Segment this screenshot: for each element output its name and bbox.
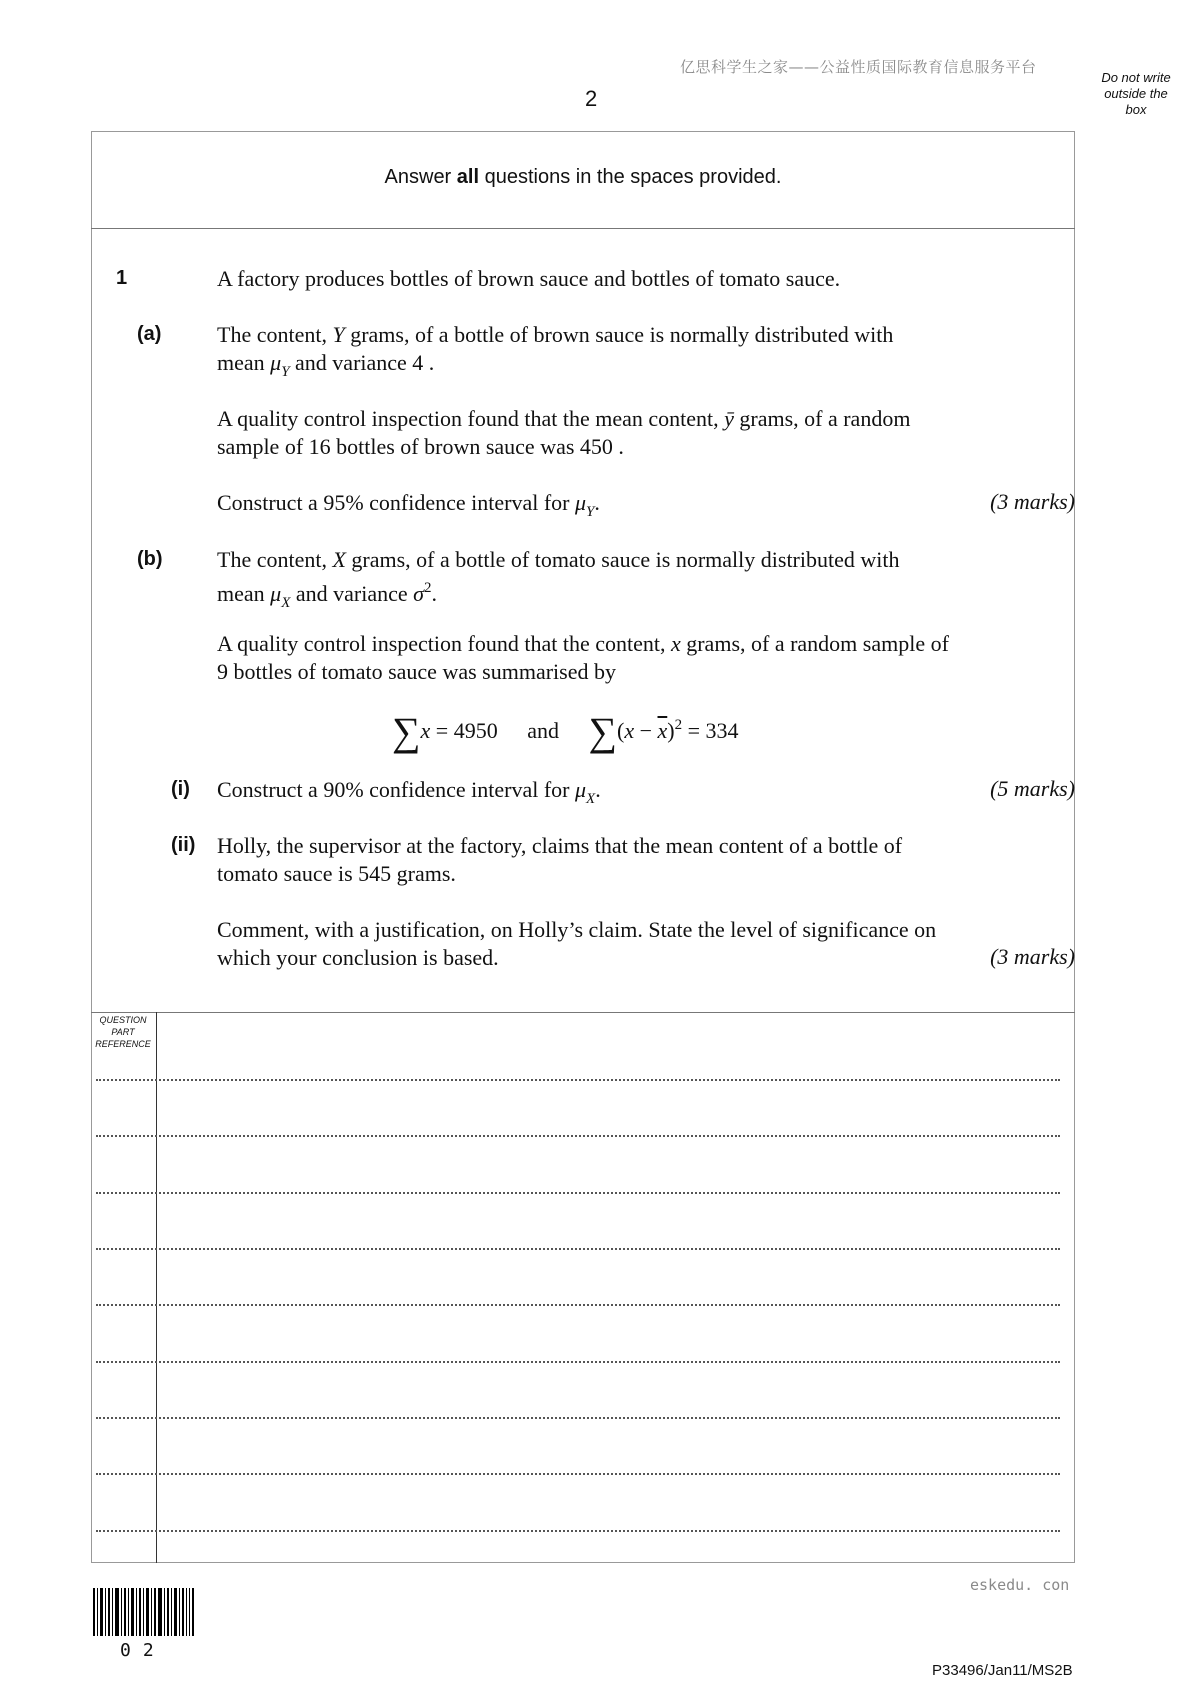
part-b-text-line1 [217, 546, 899, 574]
barcode-icon [93, 1588, 194, 1636]
header-watermark: 亿思科学生之家——公益性质国际教育信息服务平台 [680, 58, 1037, 76]
mu-symbol: μ [574, 777, 587, 802]
subscript: X [586, 791, 596, 807]
variable-y: Y [332, 322, 345, 347]
sub-i-label: (i) [171, 778, 190, 800]
do-not-write-line: Do not write [1101, 70, 1171, 85]
text-run: Construct a 95% confidence interval for [217, 490, 575, 515]
answer-line[interactable] [96, 1192, 1060, 1194]
part-b-text-line2 [217, 574, 437, 617]
subscript: Y [281, 364, 290, 380]
text-run: and variance [290, 581, 414, 606]
do-not-write-line: box [1125, 102, 1147, 117]
sub-i-text [217, 776, 601, 813]
instructions [91, 166, 1075, 189]
variable-x: x [624, 718, 635, 743]
part-a-text-line2 [217, 349, 434, 386]
subscript: X [281, 595, 291, 611]
part-b-para2-line2: 9 bottles of tomato sauce was summarised by [217, 659, 616, 684]
variable-xbar: $\overline{x}$ [657, 718, 668, 743]
text-run: = 334 [682, 718, 739, 743]
answer-line[interactable] [96, 1248, 1060, 1250]
mu-symbol: μ [574, 490, 587, 515]
paper-code: P33496/Jan11/MS2B [932, 1662, 1073, 1679]
answer-line[interactable] [96, 1417, 1060, 1419]
sub-ii-marks: (3 marks) [990, 944, 1075, 969]
text-run: and variance 4 . [289, 350, 435, 375]
question-intro: A factory produces bottles of brown sauce and bottles of tomato sauce. [217, 266, 841, 291]
variable-x: x [420, 718, 431, 743]
ref-label-line: PART [111, 1027, 135, 1037]
sub-ii-label: (ii) [171, 834, 196, 856]
sum-symbol-icon: ∑ [392, 709, 421, 754]
text-run: grams, of a random [733, 406, 911, 431]
text-run: ( [616, 718, 625, 743]
text-run: The content, [217, 322, 333, 347]
text-run: ) [667, 718, 675, 743]
text-run: The content, [217, 547, 333, 572]
sum-symbol-icon: ∑ [588, 709, 617, 754]
part-a-text-line1 [217, 321, 893, 349]
text-run: mean [217, 350, 271, 375]
answer-line[interactable] [96, 1361, 1060, 1363]
text-run: grams, of a bottle of brown sauce is normally distributed with [344, 322, 894, 347]
text-run: A quality control inspection found that the mean content, [217, 406, 725, 431]
answer-line[interactable] [96, 1473, 1060, 1475]
sub-i-marks: (5 marks) [990, 776, 1075, 801]
sub-ii-line4: which your conclusion is based. [217, 945, 499, 970]
question-number: 1 [116, 267, 128, 289]
text-run: mean [217, 581, 271, 606]
page-number: 2 [585, 86, 598, 111]
text-run: . [595, 777, 601, 802]
ref-label-line: QUESTION [99, 1015, 147, 1025]
text-run: − [634, 718, 658, 743]
subscript: Y [586, 504, 595, 520]
summary-formula [392, 708, 739, 756]
ref-label-line: REFERENCE [95, 1039, 151, 1049]
instructions-prefix: Answer [384, 166, 457, 188]
mu-symbol: μ [270, 350, 282, 375]
instructions-suffix: questions in the spaces provided. [479, 166, 782, 188]
do-not-write-note [1088, 70, 1184, 118]
superscript: 2 [674, 717, 683, 733]
mu-symbol: μ [270, 581, 282, 606]
variable-ybar: ȳ [724, 406, 734, 431]
sub-ii-line1: Holly, the supervisor at the factory, claims that the mean content of a bottle of [217, 833, 903, 858]
answer-line[interactable] [96, 1135, 1060, 1137]
part-a-label: (a) [137, 323, 162, 345]
do-not-write-line: outside the [1104, 86, 1168, 101]
text-run: grams, of a random sample of [680, 631, 949, 656]
sub-ii-line2: tomato sauce is 545 grams. [217, 861, 456, 886]
text-run: = 4950 [430, 718, 498, 743]
variable-x: X [332, 547, 346, 572]
instructions-divider [91, 228, 1075, 229]
text-run: . [594, 490, 600, 515]
text-run: A quality control inspection found that the content, [217, 631, 671, 656]
answer-area-divider [91, 1012, 1075, 1013]
part-a-marks: (3 marks) [990, 489, 1075, 514]
variable-x: x [670, 631, 681, 656]
part-a-task [217, 489, 600, 526]
answer-line[interactable] [96, 1530, 1060, 1532]
text-run: grams, of a bottle of tomato sauce is normally distributed with [345, 547, 900, 572]
superscript: 2 [424, 580, 432, 596]
part-b-label: (b) [137, 548, 163, 570]
text-run: and [527, 718, 559, 743]
part-b-para2-line1 [217, 630, 949, 658]
barcode-digits: 02 [120, 1640, 166, 1661]
question-part-reference-label [93, 1014, 153, 1050]
answer-line[interactable] [96, 1304, 1060, 1306]
part-a-para2-line2: sample of 16 bottles of brown sauce was 450 . [217, 434, 624, 459]
reference-column-line [156, 1012, 157, 1563]
sigma-symbol: σ [413, 581, 424, 606]
answer-line[interactable] [96, 1079, 1060, 1081]
sub-ii-line3: Comment, with a justification, on Holly’s claim. State the level of significance on [217, 917, 937, 942]
part-a-para2-line1 [217, 405, 910, 433]
footer-watermark: eskedu. con [970, 1576, 1070, 1594]
text-run: . [431, 581, 437, 606]
text-run: Construct a 90% confidence interval for [217, 777, 575, 802]
instructions-bold: all [456, 166, 480, 188]
